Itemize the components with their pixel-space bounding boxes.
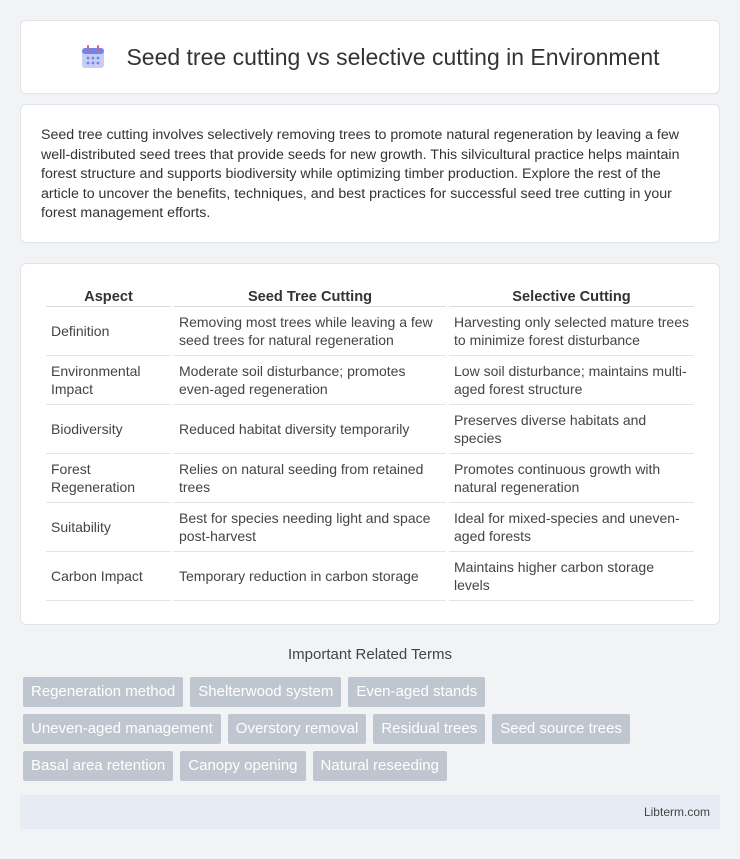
tag-shelterwood-system[interactable]: Shelterwood system [190, 677, 341, 707]
column-header-selective: Selective Cutting [449, 285, 694, 307]
table-cell: Forest Regeneration [46, 454, 171, 503]
table-row [46, 405, 694, 454]
header-card [20, 20, 720, 94]
table-cell: Removing most trees while leaving a few seed trees for natural regeneration [174, 307, 446, 356]
table-cell: Best for species needing light and space post-harvest [174, 503, 446, 552]
calendar-grid-icon [80, 44, 106, 70]
footer [20, 795, 720, 829]
related-terms-tags [23, 677, 723, 788]
intro-paragraph: Seed tree cutting involves selectively removing trees to promote natural regeneration by leaving a few well-distributed seed trees that provide seeds for new growth. This silvicultural practice helps maintain forest structure and supports biodiversity while optimizing timber production. Explore the rest of the article to uncover the benefits, techniques, and best practices for successful seed tree cutting in your forest management efforts. [41, 127, 680, 222]
comparison-table [43, 285, 697, 601]
table-row [46, 552, 694, 601]
tag-row [23, 751, 723, 781]
title-wrap [80, 44, 659, 71]
table-cell: Relies on natural seeding from retained trees [174, 454, 446, 503]
table-row [46, 356, 694, 405]
table-cell: Reduced habitat diversity temporarily [174, 405, 446, 454]
table-cell: Ideal for mixed-species and uneven-aged forests [449, 503, 694, 552]
table-cell: Moderate soil disturbance; promotes even-aged regeneration [174, 356, 446, 405]
tag-even-aged-stands[interactable]: Even-aged stands [348, 677, 485, 707]
table-cell: Low soil disturbance; maintains multi-aged forest structure [449, 356, 694, 405]
tag-residual-trees[interactable]: Residual trees [373, 714, 485, 744]
tag-seed-source-trees[interactable]: Seed source trees [492, 714, 630, 744]
footer-brand-link[interactable]: Libterm.com [643, 805, 710, 819]
tag-basal-area-retention[interactable]: Basal area retention [23, 751, 173, 781]
table-cell: Biodiversity [46, 405, 171, 454]
table-cell: Harvesting only selected mature trees to minimize forest disturbance [449, 307, 694, 356]
table-row [46, 503, 694, 552]
tag-regeneration-method[interactable]: Regeneration method [23, 677, 183, 707]
column-header-aspect: Aspect [46, 285, 171, 307]
tag-canopy-opening[interactable]: Canopy opening [180, 751, 305, 781]
table-cell: Promotes continuous growth with natural regeneration [449, 454, 694, 503]
column-header-seed-tree: Seed Tree Cutting [174, 285, 446, 307]
tag-natural-reseeding[interactable]: Natural reseeding [313, 751, 447, 781]
table-cell: Carbon Impact [46, 552, 171, 601]
table-row [46, 307, 694, 356]
table-cell: Maintains higher carbon storage levels [449, 552, 694, 601]
table-cell: Preserves diverse habitats and species [449, 405, 694, 454]
comparison-table-card [20, 263, 720, 625]
related-terms-title: Important Related Terms [288, 646, 452, 663]
table-header-row [46, 285, 694, 307]
table-row [46, 454, 694, 503]
table-cell: Environmental Impact [46, 356, 171, 405]
intro-card [20, 104, 720, 243]
table-cell: Definition [46, 307, 171, 356]
tag-uneven-aged-management[interactable]: Uneven-aged management [23, 714, 221, 744]
table-cell: Temporary reduction in carbon storage [174, 552, 446, 601]
tag-row [23, 714, 723, 744]
tag-overstory-removal[interactable]: Overstory removal [228, 714, 367, 744]
tag-row [23, 677, 723, 707]
table-cell: Suitability [46, 503, 171, 552]
page-title: Seed tree cutting vs selective cutting in Environment [126, 43, 660, 70]
